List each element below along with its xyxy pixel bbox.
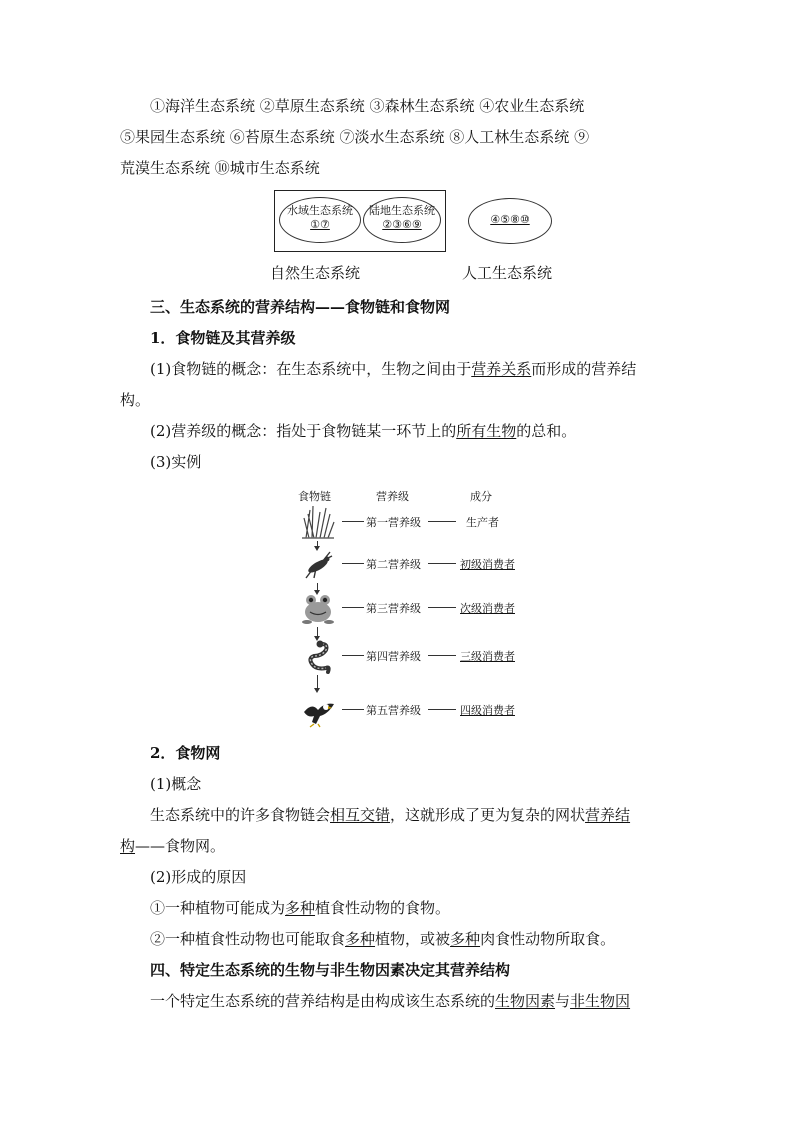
underlined-term: 非生物因 [570, 992, 631, 1010]
component-label: 次级消费者 [460, 602, 515, 615]
water-ecosystem-ellipse [279, 197, 361, 243]
connector-line [428, 709, 456, 710]
text-span: 与 [555, 992, 571, 1010]
underlined-term: 营养关系 [471, 360, 532, 378]
component-label: 四级消费者 [460, 704, 515, 717]
text-span: (1)食物链的概念：在生态系统中，生物之间由于 [150, 360, 472, 378]
underlined-term: 多种 [450, 930, 481, 948]
component-label: 生产者 [466, 516, 499, 529]
connector-line [342, 655, 364, 656]
artificial-ecosystem-numbers: ④⑤⑧⑩ [490, 213, 530, 226]
text-span: 肉食性动物所取食。 [480, 930, 616, 948]
food-chain-row [290, 590, 550, 626]
trophic-level-label: 第三营养级 [366, 602, 421, 615]
connector-line [342, 563, 364, 564]
eagle-icon [300, 692, 336, 728]
trophic-level-label: 第四营养级 [366, 650, 421, 663]
text-span: 植食性动物的食物。 [315, 899, 451, 917]
connector-line [342, 709, 364, 710]
example-heading: (3)实例 [150, 453, 202, 471]
text-span: 植物，或被 [375, 930, 451, 948]
underlined-term: 多种 [345, 930, 376, 948]
grass-icon [300, 504, 336, 540]
text-span: 一个特定生态系统的营养结构是由构成该生态系统的 [150, 992, 496, 1010]
arrow-down-icon [317, 675, 318, 689]
concept-heading: (1)概念 [150, 775, 202, 793]
artificial-ecosystem-label: 人工生态系统 [462, 264, 553, 282]
frog-icon [300, 590, 336, 626]
natural-ecosystem-box [274, 190, 446, 252]
text-span: (2)营养级的概念：指处于食物链某一环节上的 [150, 422, 457, 440]
snake-icon [300, 638, 336, 674]
food-chain-row [290, 504, 550, 540]
text-span: ②一种植食性动物也可能取食 [150, 930, 346, 948]
section-3-heading: 三、生态系统的营养结构——食物链和食物网 [150, 298, 451, 316]
text-span: ①一种植物可能成为 [150, 899, 286, 917]
header-food-chain: 食物链 [298, 490, 331, 503]
text-span: ，这就形成了更为复杂的网状 [390, 806, 586, 824]
reason-1 [150, 893, 676, 924]
grasshopper-icon [300, 546, 336, 582]
connector-line [428, 521, 456, 522]
component-label: 三级消费者 [460, 650, 515, 663]
reason-2 [150, 924, 676, 955]
ecosystem-list-line-2: ⑤果园生态系统 ⑥苔原生态系统 ⑦淡水生态系统 ⑧人工林生态系统 ⑨ [120, 128, 590, 146]
subsection-2-heading: 2．食物网 [150, 744, 221, 762]
food-chain-row [290, 692, 550, 728]
text-span: 而形成的营养结 [531, 360, 637, 378]
connector-line [428, 655, 456, 656]
food-web-concept-cont [120, 831, 676, 862]
formation-reason-heading: (2)形成的原因 [150, 868, 247, 886]
food-chain-figure [290, 484, 550, 734]
trophic-level-label: 第五营养级 [366, 704, 421, 717]
land-ecosystem-ellipse [363, 197, 441, 243]
connector-line [342, 607, 364, 608]
water-ecosystem-numbers: ①⑦ [310, 218, 330, 231]
natural-ecosystem-label: 自然生态系统 [270, 264, 361, 282]
connector-line [428, 607, 456, 608]
header-component: 成分 [470, 490, 492, 503]
food-chain-row [290, 546, 550, 582]
text-span: ——食物网。 [135, 837, 226, 855]
trophic-level-definition [150, 416, 676, 447]
land-ecosystem-numbers: ②③⑥⑨ [382, 218, 422, 231]
land-ecosystem-title: 陆地生态系统 [369, 204, 435, 217]
section-4-heading: 四、特定生态系统的生物与非生物因素决定其营养结构 [150, 961, 511, 979]
component-label: 初级消费者 [460, 558, 515, 571]
subsection-1-heading: 1．食物链及其营养级 [150, 329, 296, 347]
food-chain-row [290, 638, 550, 674]
underlined-term: 相互交错 [330, 806, 391, 824]
header-trophic-level: 营养级 [376, 490, 409, 503]
connector-line [428, 563, 456, 564]
underlined-term: 所有生物 [456, 422, 517, 440]
underlined-term: 生物因素 [495, 992, 556, 1010]
underlined-term: 营养结 [585, 806, 631, 824]
water-ecosystem-title: 水域生态系统 [287, 204, 353, 217]
artificial-ecosystem-ellipse [468, 198, 552, 244]
ecosystem-list-line-1: ①海洋生态系统 ②草原生态系统 ③森林生态系统 ④农业生态系统 [150, 97, 585, 115]
underlined-term: 构 [120, 837, 136, 855]
ecosystem-list-line-3: 荒漠生态系统 ⑩城市生态系统 [120, 159, 320, 177]
underlined-term: 多种 [285, 899, 316, 917]
food-chain-definition-cont: 构。 [120, 391, 151, 409]
text-span: 的总和。 [516, 422, 577, 440]
section-4-paragraph [150, 986, 676, 1017]
trophic-level-label: 第二营养级 [366, 558, 421, 571]
connector-line [342, 521, 364, 522]
arrow-down-icon [317, 627, 318, 637]
text-span: 生态系统中的许多食物链会 [150, 806, 331, 824]
food-web-concept [150, 800, 676, 831]
food-chain-definition [150, 354, 676, 385]
trophic-level-label: 第一营养级 [366, 516, 421, 529]
